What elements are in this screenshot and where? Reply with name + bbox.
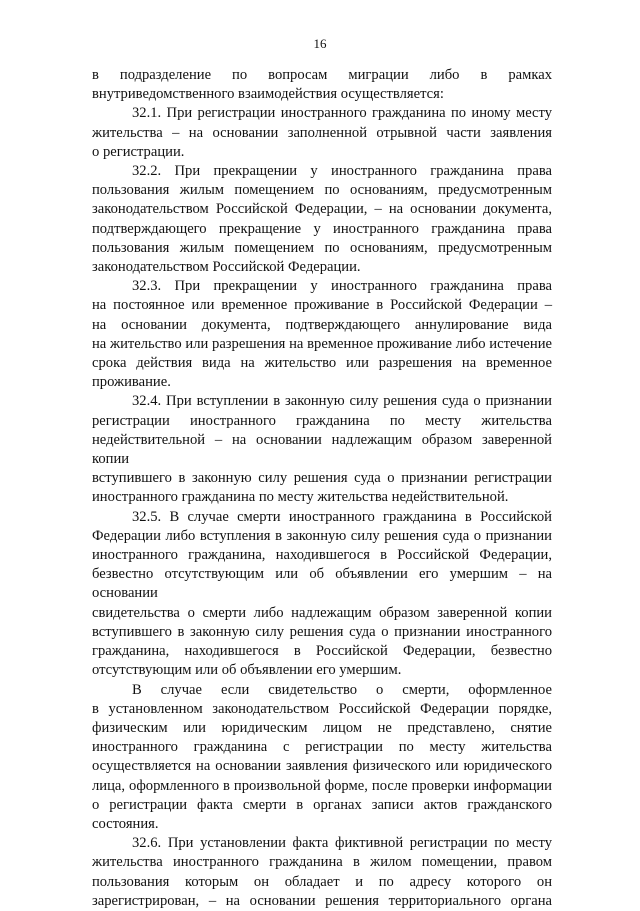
text-line: о регистрации факта смерти в органах записи актов гражданского: [92, 796, 552, 813]
text-line: пользования которым он обладает и по адресу которого он: [92, 873, 552, 890]
text-line: 32.5. В случае смерти иностранного гражданина в Российской: [132, 508, 552, 525]
text-line: пользования жилым помещением по основаниям, предусмотренным: [92, 182, 552, 199]
text-line: вступившего в законную силу решения суда о признании иностранного: [92, 623, 552, 640]
text-line: 32.3. При прекращении у иностранного гражданина права: [132, 278, 552, 295]
text-line: на жительство или разрешения на временное проживание либо истечение: [92, 335, 552, 352]
text-line: на постоянное или временное проживание в Российской Федерации –: [92, 297, 552, 314]
text-line: отсутствующим или об объявлении его умершим.: [92, 662, 402, 679]
text-line: иностранного гражданина, находившегося в Российской Федерации,: [92, 547, 552, 564]
text-line: проживание.: [92, 374, 171, 391]
text-line: пользования жилым помещением по основаниям, предусмотренным: [92, 239, 552, 256]
text-line: безвестно отсутствующим или об объявлении его умершим – на основании: [92, 566, 552, 602]
text-line: лица, оформленного в произвольной форме, после проверки информации: [92, 777, 552, 794]
text-line: срока действия вида на жительство или разрешения на временное: [92, 355, 552, 372]
text-line: в подразделение по вопросам миграции либо в рамках: [92, 67, 552, 83]
text-line: недействительной – на основании надлежащим образом заверенной копии: [92, 431, 552, 468]
text-line: Федерации либо вступления в законную силу решения суда о признании: [92, 527, 552, 544]
text-line: законодательством Российской Федерации, – на основании документа,: [92, 201, 552, 218]
text-line: иностранного гражданина с регистрации по месту жительства: [92, 739, 552, 756]
text-line: состояния.: [92, 815, 159, 832]
text-line: жительства – на основании заполненной отрывной части заявления: [92, 124, 552, 141]
text-line: в установленном законодательством Российской Федерации порядке,: [92, 700, 552, 717]
page-number: 16: [313, 36, 327, 51]
text-line: законодательством Российской Федерации.: [92, 259, 361, 276]
text-line: гражданина, находившегося в Российской Федерации, безвестно: [92, 643, 552, 660]
text-line: подтверждающего прекращение у иностранного гражданина права: [92, 220, 552, 237]
text-line: свидетельства о смерти либо надлежащим образом заверенной копии: [92, 604, 552, 621]
text-line: о регистрации.: [92, 143, 185, 160]
text-line: В случае если свидетельство о смерти, оформленное: [132, 681, 552, 698]
document-body: [92, 66, 552, 911]
text-line: жительства иностранного гражданина в жилом помещении, правом: [92, 854, 552, 871]
text-line: регистрации иностранного гражданина по месту жительства: [92, 412, 552, 429]
text-line: иностранного гражданина по месту жительства недействительной.: [92, 489, 509, 506]
text-line: 32.4. При вступлении в законную силу решения суда о признании: [132, 393, 552, 410]
text-line: вступившего в законную силу решения суда о признании регистрации: [92, 470, 552, 487]
text-line: внутриведомственного взаимодействия осуществляется:: [92, 86, 444, 103]
text-line: 32.6. При установлении факта фиктивной регистрации по месту: [132, 835, 552, 852]
text-line: физическим или юридическим лицом не представлено, снятие: [92, 719, 552, 736]
text-line: осуществляется на основании заявления физического или юридического: [92, 758, 552, 775]
text-line: 32.1. При регистрации иностранного гражданина по иному месту: [132, 105, 552, 122]
text-line: 32.2. При прекращении у иностранного гражданина права: [132, 163, 552, 180]
text-line: зарегистрирован, – на основании решения территориального органа: [92, 892, 552, 909]
text-line: на основании документа, подтверждающего аннулирование вида: [92, 316, 552, 333]
